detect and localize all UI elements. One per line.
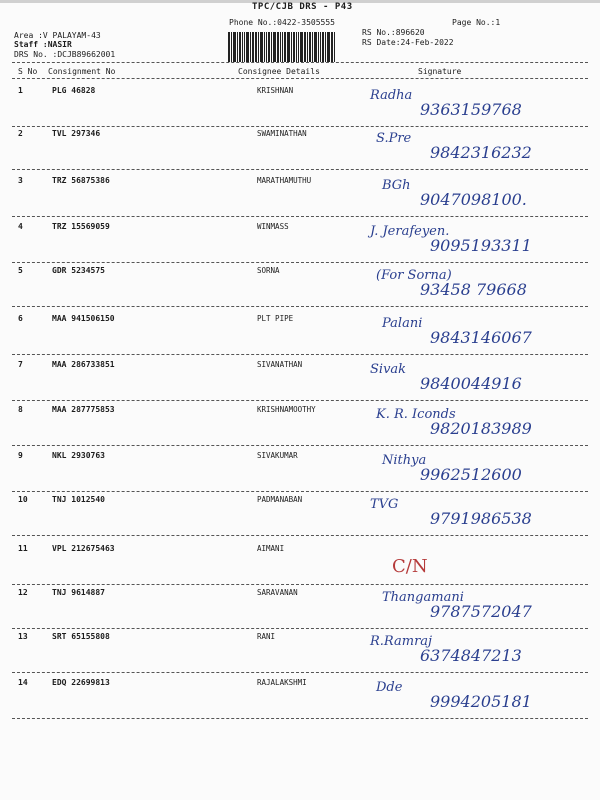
row-signature-phone: 9962512600 bbox=[420, 465, 522, 484]
row-signature-phone: 9994205181 bbox=[430, 692, 532, 711]
row-consignee: KRISHNAN bbox=[257, 86, 294, 95]
row-divider bbox=[12, 400, 588, 401]
rs-date: RS Date:24-Feb-2022 bbox=[362, 38, 454, 47]
row-consignee: SWAMINATHAN bbox=[257, 129, 307, 138]
row-consignment-no: SRT 65155808 bbox=[52, 632, 110, 641]
row-signature-phone: 9842316232 bbox=[430, 143, 532, 162]
row-consignment-no: TRZ 56875386 bbox=[52, 176, 110, 185]
row-divider bbox=[12, 169, 588, 170]
row-consignee: MARATHAMUTHU bbox=[257, 176, 312, 185]
page-number: Page No.:1 bbox=[452, 18, 501, 27]
row-divider bbox=[12, 262, 588, 263]
row-sno: 12 bbox=[18, 588, 28, 597]
row-signature-name: C/N bbox=[392, 556, 428, 577]
row-consignment-no: TNJ 1012540 bbox=[52, 495, 105, 504]
row-consignment-no: VPL 212675463 bbox=[52, 544, 115, 553]
column-consignment: Consignment No bbox=[48, 67, 116, 76]
staff-label: Staff :NASIR bbox=[14, 40, 72, 49]
row-sno: 13 bbox=[18, 632, 28, 641]
row-consignment-no: PLG 46828 bbox=[52, 86, 96, 95]
row-sno: 4 bbox=[18, 222, 23, 231]
row-consignee: SIVANATHAN bbox=[257, 360, 303, 369]
row-consignee: SARAVANAN bbox=[257, 588, 298, 597]
row-consignee: SORNA bbox=[257, 266, 280, 275]
row-signature-name: TVG bbox=[370, 497, 399, 512]
row-signature-name: R.Ramraj bbox=[370, 634, 433, 649]
row-sno: 1 bbox=[18, 86, 23, 95]
row-signature-phone: 9095193311 bbox=[430, 236, 532, 255]
row-sno: 9 bbox=[18, 451, 23, 460]
row-signature-phone: 9820183989 bbox=[430, 419, 532, 438]
row-sno: 6 bbox=[18, 314, 23, 323]
area-label: Area :V PALAYAM-43 bbox=[14, 31, 101, 40]
row-consignee: SIVAKUMAR bbox=[257, 451, 298, 460]
row-signature-name: (For Sorna) bbox=[376, 268, 452, 283]
row-sno: 11 bbox=[18, 544, 28, 553]
header-divider-top bbox=[12, 62, 588, 63]
row-consignment-no: MAA 286733851 bbox=[52, 360, 115, 369]
row-divider bbox=[12, 126, 588, 127]
row-divider bbox=[12, 672, 588, 673]
row-divider bbox=[12, 491, 588, 492]
row-sno: 7 bbox=[18, 360, 23, 369]
row-signature-name: BGh bbox=[382, 178, 411, 193]
rs-number: RS No.:896620 bbox=[362, 28, 425, 37]
row-signature-name: Palani bbox=[382, 316, 423, 331]
row-signature-phone: 9843146067 bbox=[430, 328, 532, 347]
row-signature-name: Radha bbox=[370, 88, 413, 103]
row-signature-name: S.Pre bbox=[376, 131, 412, 146]
row-signature-phone: 9791986538 bbox=[430, 509, 532, 528]
row-signature-phone: 9363159768 bbox=[420, 100, 522, 119]
row-divider bbox=[12, 584, 588, 585]
phone-number: Phone No.:0422-3505555 bbox=[229, 18, 335, 27]
row-sno: 2 bbox=[18, 129, 23, 138]
row-sno: 8 bbox=[18, 405, 23, 414]
row-signature-phone: 9047098100. bbox=[420, 190, 527, 209]
row-consignment-no: TRZ 15569059 bbox=[52, 222, 110, 231]
row-signature-name: Sivak bbox=[370, 362, 407, 377]
column-consignee: Consignee Details bbox=[238, 67, 320, 76]
row-signature-phone: 9787572047 bbox=[430, 602, 532, 621]
row-divider bbox=[12, 535, 588, 536]
row-divider bbox=[12, 354, 588, 355]
drs-number: DRS No. :DCJB89662001 bbox=[14, 50, 116, 59]
row-consignment-no: MAA 287775853 bbox=[52, 405, 115, 414]
row-signature-phone: 6374847213 bbox=[420, 646, 522, 665]
row-sno: 10 bbox=[18, 495, 28, 504]
header-divider-bottom bbox=[12, 78, 588, 79]
row-divider bbox=[12, 718, 588, 719]
row-consignment-no: GDR 5234575 bbox=[52, 266, 105, 275]
row-consignment-no: EDQ 22699813 bbox=[52, 678, 110, 687]
row-consignment-no: MAA 941506150 bbox=[52, 314, 115, 323]
row-consignee: WINMASS bbox=[257, 222, 289, 231]
row-divider bbox=[12, 628, 588, 629]
column-signature: Signature bbox=[418, 67, 462, 76]
row-consignee: PADMANABAN bbox=[257, 495, 303, 504]
row-signature-name: J. Jerafeyen. bbox=[370, 224, 450, 239]
row-signature-name: K. R. Iconds bbox=[376, 407, 456, 422]
row-consignment-no: TVL 297346 bbox=[52, 129, 101, 138]
row-consignee: KRISHNAMOOTHY bbox=[257, 405, 316, 414]
row-consignment-no: NKL 2930763 bbox=[52, 451, 105, 460]
column-sno: S No bbox=[18, 67, 38, 76]
row-sno: 5 bbox=[18, 266, 23, 275]
document-title: TPC/CJB DRS - P43 bbox=[252, 2, 353, 12]
row-signature-phone: 93458 79668 bbox=[420, 280, 527, 299]
row-consignment-no: TNJ 9614887 bbox=[52, 588, 105, 597]
row-signature-name: Dde bbox=[376, 680, 403, 695]
row-sno: 14 bbox=[18, 678, 28, 687]
row-signature-name: Nithya bbox=[382, 453, 427, 468]
row-divider bbox=[12, 445, 588, 446]
barcode-image bbox=[228, 32, 348, 62]
row-signature-phone: 9840044916 bbox=[420, 374, 522, 393]
row-consignee: PLT PIPE bbox=[257, 314, 294, 323]
row-consignee: AIMANI bbox=[257, 544, 285, 553]
row-divider bbox=[12, 306, 588, 307]
row-signature-name: Thangamani bbox=[382, 590, 464, 605]
row-consignee: RAJALAKSHMI bbox=[257, 678, 307, 687]
row-consignee: RANI bbox=[257, 632, 276, 641]
row-divider bbox=[12, 216, 588, 217]
row-sno: 3 bbox=[18, 176, 23, 185]
